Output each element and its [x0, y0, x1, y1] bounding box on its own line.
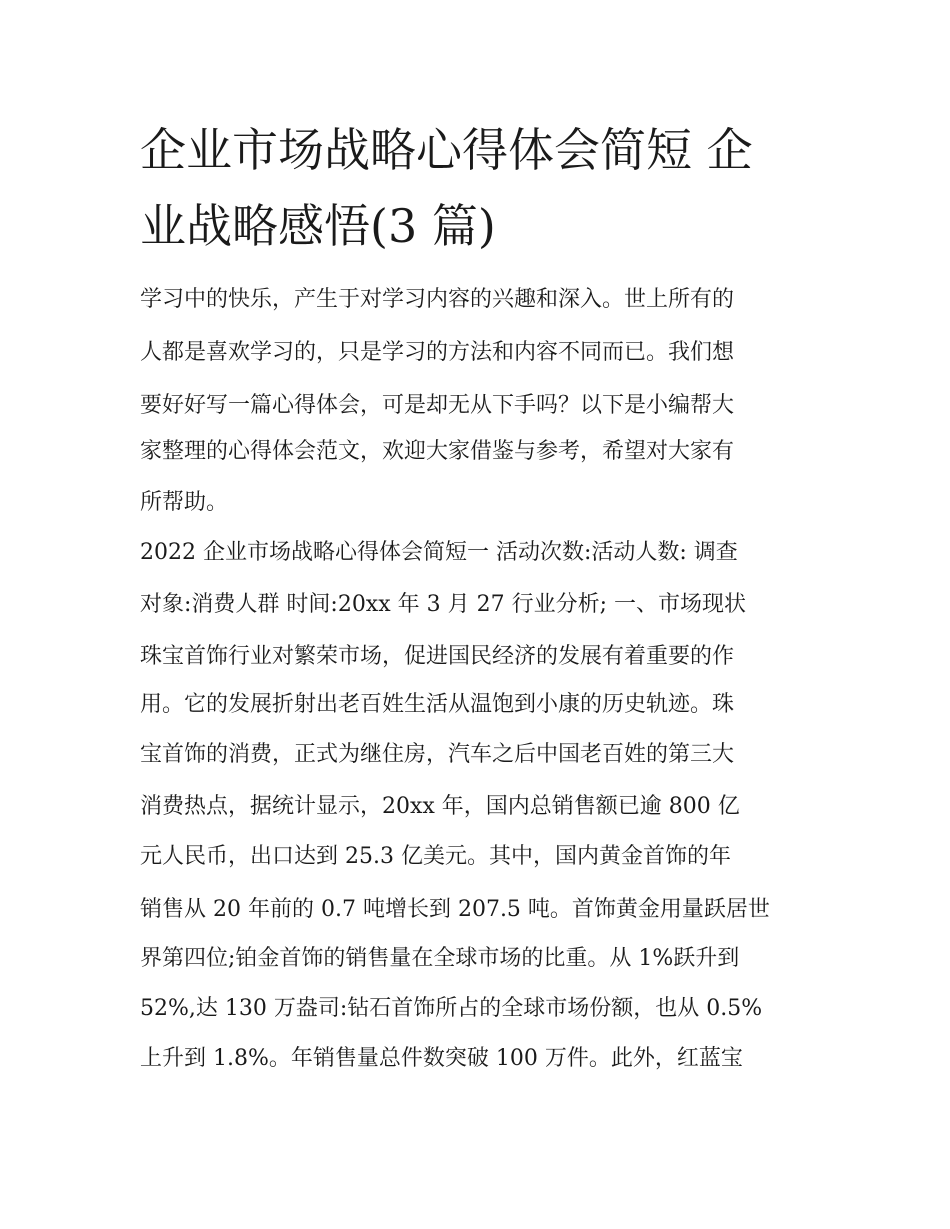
title-line-2: 业战略感悟(3 篇) [140, 199, 496, 253]
body-line: 珠宝首饰行业对繁荣市场，促进国民经济的发展有着重要的作 [140, 644, 735, 669]
body-line: 人都是喜欢学习的，只是学习的方法和内容不同而已。我们想 [140, 340, 735, 365]
body-line: 宝首饰的消费，正式为继住房，汽车之后中国老百姓的第三大 [140, 742, 735, 767]
body-line: 对象:消费人群 时间:20xx 年 3 月 27 行业分析; 一、市场现状 [140, 592, 746, 617]
body-line: 消费热点，据统计显示，20xx 年，国内总销售额已逾 800 亿 [140, 794, 740, 819]
document-title [140, 112, 812, 264]
body-line: 界第四位;铂金首饰的销售量在全球市场的比重。从 1%跃升到 [140, 946, 740, 971]
title-line-1: 企业市场战略心得体会简短 企 [140, 123, 753, 177]
body-line: 要好好写一篇心得体会，可是却无从下手吗？以下是小编帮大 [140, 393, 735, 418]
body-line: 销售从 20 年前的 0.7 吨增长到 207.5 吨。首饰黄金用量跃居世 [140, 897, 770, 922]
body-line: 2022 企业市场战略心得体会简短一 活动次数:活动人数: 调查 [140, 540, 738, 565]
body-line: 元人民币，出口达到 25.3 亿美元。其中，国内黄金首饰的年 [140, 844, 731, 869]
body-line: 52%,达 130 万盎司:钻石首饰所占的全球市场份额，也从 0.5% [140, 996, 763, 1021]
body-line: 用。它的发展折射出老百姓生活从温饱到小康的历史轨迹。珠 [140, 692, 735, 717]
body-line: 上升到 1.8%。年销售量总件数突破 100 万件。此外，红蓝宝 [140, 1046, 743, 1071]
body-line: 学习中的快乐，产生于对学习内容的兴趣和深入。世上所有的 [140, 287, 735, 312]
body-line: 家整理的心得体会范文，欢迎大家借鉴与参考，希望对大家有 [140, 439, 735, 464]
body-line: 所帮助。 [140, 490, 229, 515]
